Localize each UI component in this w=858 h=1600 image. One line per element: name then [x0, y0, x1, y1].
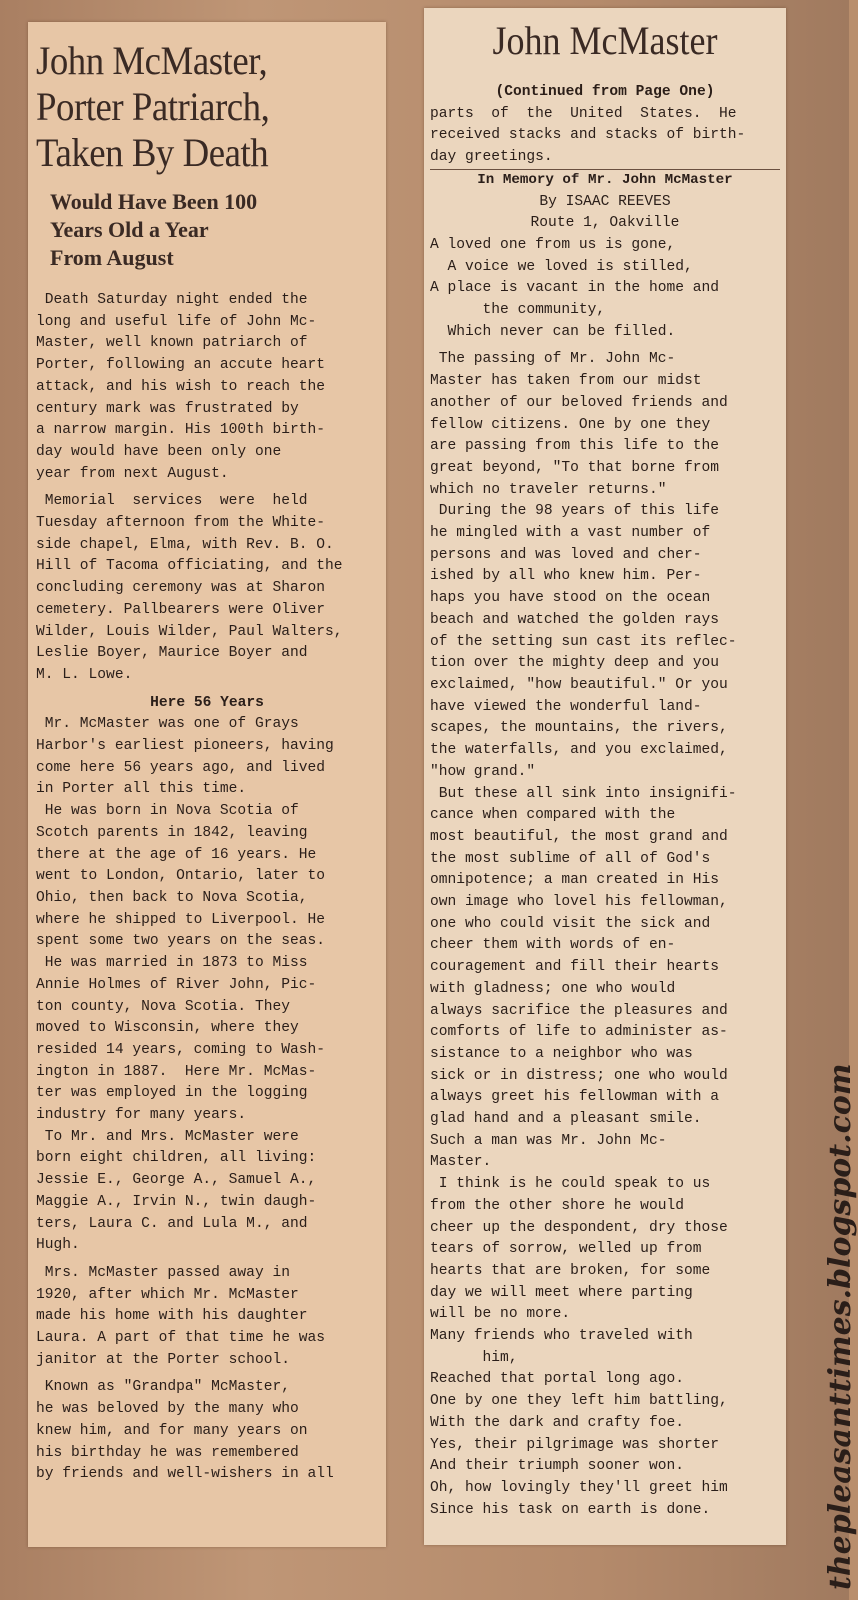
continuation-body: [424, 104, 786, 1522]
paragraph: He was married in 1873 to Miss Annie Holmes of River John, Pic- ton county, Nova Scotia. They moved to Wisconsin, where they resided 14 years, coming to Wash- ington in 1887. Here Mr. McMas- ter was employed in the logging industry for many years.: [36, 955, 326, 1124]
paragraph: But these all sink into insignifi- cance when compared with the most beautiful, the most grand and the most sublime of all of God's omnipotence; a man created in His own image who lovel his fellowman, one who could visit the sick and cheer them with words of en- couragement and fill their hearts with gladness; one who would always sacrifice the pleasures and comforts of life to administer as- sistance to a neighbor who was sick or in distress; one who would always greet his fellowman with a glad hand and a pleasant smile. Such a man was Mr. John Mc- Master.: [430, 785, 737, 1171]
continued-line: (Continued from Page One): [495, 84, 715, 100]
paragraph: He was born in Nova Scotia of Scotch parents in 1842, leaving there at the age of 16 years. He went to London, Ontario, later to Ohio, then back to Nova Scotia, where he shipped to Liverpool. He spent some two years on the seas.: [36, 803, 326, 950]
right-clipping: [424, 8, 786, 1545]
section-heading: Here 56 Years: [150, 694, 264, 711]
subheadline-line: Would Have Been 100: [50, 189, 258, 214]
subheadline: [50, 188, 386, 272]
headline-line: John McMaster,: [36, 38, 268, 83]
left-clipping: [28, 22, 386, 1547]
blog-watermark: [803, 790, 858, 1590]
headline: [36, 38, 358, 176]
paragraph: I think is he could speak to us from the other shore he would cheer up the despondent, dry those tears of sorrow, welled up from hearts that are broken, for some day we will meet where parting will be no more.: [430, 1176, 728, 1323]
paragraph: Death Saturday night ended the long and useful life of John Mc- Master, well known patriarch of Porter, following an accute heart attack, and his wish to reach the century mark was frustrated by a narrow margin. His 100th birth- day would have been only one year from next August.: [36, 292, 326, 482]
subheadline-line: Years Old a Year: [50, 217, 209, 242]
headline-line: Taken By Death: [36, 130, 269, 175]
headline-line: Porter Patriarch,: [36, 84, 270, 129]
memorial-title: In Memory of Mr. John McMaster: [477, 171, 733, 188]
paragraph: Memorial services were held Tuesday afternoon from the White- side chapel, Elma, with Rev. B. O. Hill of Tacoma officiating, and the concluding ceremony was at Sharon cemetery. Pallbearers were Oliver Wilder, Louis Wilder, Paul Walters, Leslie Boyer, Maurice Boyer and M. L. Lowe.: [36, 493, 343, 683]
paragraph: Known as "Grandpa" McMaster, he was beloved by the many who knew him, and for many years on his birthday he was remembered by friends and well-wishers in all: [36, 1379, 334, 1483]
paragraph: parts of the United States. He received stacks and stacks of birth- day greetings.: [430, 105, 746, 166]
paragraph: Mrs. McMaster passed away in 1920, after which Mr. McMaster made his home with his daughter Laura. A part of that time he was janitor at the Porter school.: [36, 1264, 326, 1368]
poem-stanza: Many friends who traveled with him, Reached that portal long ago. One by one they left him battling, With the dark and crafty foe. Yes, their pilgrimage was shorter And their triumph sooner won. Oh, how lovingly they'll greet him Since his task on earth is done.: [430, 1328, 728, 1518]
memorial-byline: By ISAAC REEVES: [539, 193, 671, 210]
subheadline-line: From August: [50, 245, 174, 270]
article-body: [28, 290, 386, 1486]
paragraph: Mr. McMaster was one of Grays Harbor's earliest pioneers, having come here 56 years ago, and lived in Porter all this time.: [36, 716, 334, 798]
paragraph: To Mr. and Mrs. McMaster were born eight children, all living: Jessie E., George A., Samuel A., Maggie A., Irvin N., twin daugh- ters, Laura C. and Lula M., and Hugh.: [36, 1128, 317, 1254]
memorial-address: Route 1, Oakville: [530, 215, 680, 232]
watermark-text: thepleasanttimes.blogspot.com: [823, 1063, 858, 1590]
paragraph: The passing of Mr. John Mc- Master has taken from our midst another of our beloved friends and fellow citizens. One by one they are passing from this life to the great beyond, "To that borne from which no traveler returns.": [430, 351, 728, 498]
continuation-title: John McMaster: [492, 18, 718, 63]
poem-stanza: A loved one from us is gone, A voice we loved is stilled, A place is vacant in the home and the community, Which never can be filled.: [430, 236, 720, 340]
paragraph: During the 98 years of this life he mingled with a vast number of persons and was loved and cher- ished by all who knew him. Per- haps you have stood on the ocean beach and watched the golden rays of the setting sun cast its reflec- tion over the mighty deep and you exclaimed, "how beautiful." Or you have viewed the wonderful land- scapes, the mountains, the rivers, the waterfalls, and you exclaimed, "how grand.": [430, 503, 737, 780]
